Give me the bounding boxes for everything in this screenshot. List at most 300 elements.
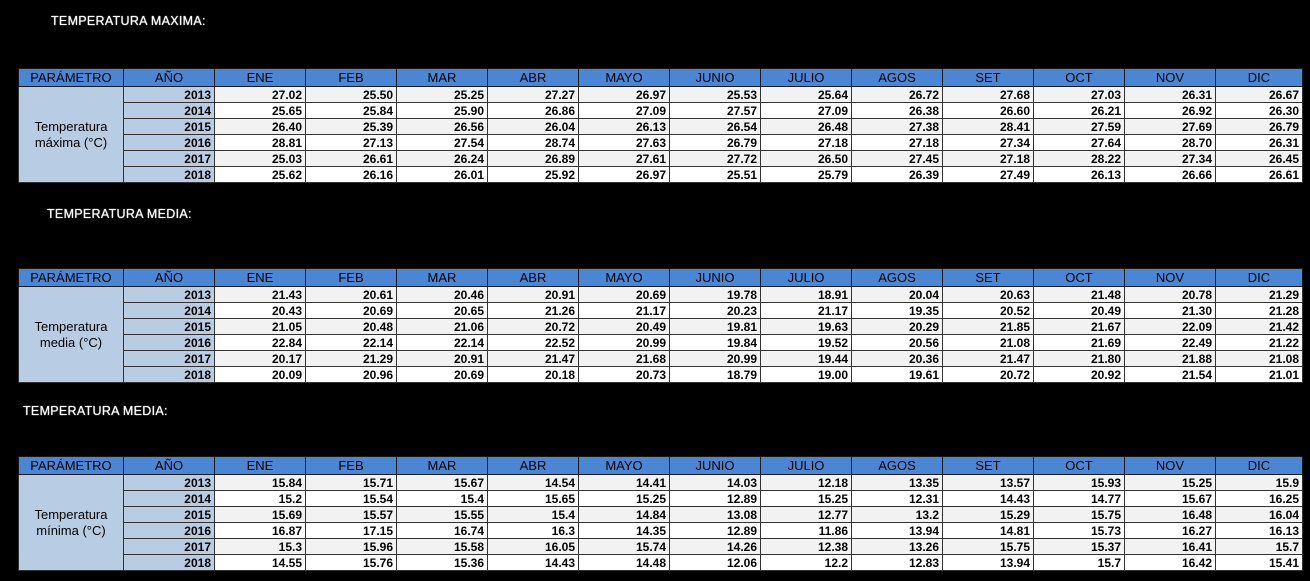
value-cell: 22.49 <box>1125 335 1216 351</box>
value-cell: 28.41 <box>943 119 1034 135</box>
value-cell: 15.74 <box>579 539 670 555</box>
value-cell: 27.38 <box>852 119 943 135</box>
value-cell: 15.93 <box>1034 475 1125 491</box>
value-cell: 16.25 <box>1216 491 1303 507</box>
value-cell: 21.47 <box>488 351 579 367</box>
column-header: NOV <box>1125 269 1216 287</box>
value-cell: 21.47 <box>943 351 1034 367</box>
header-row <box>19 69 1303 87</box>
value-cell: 27.03 <box>1034 87 1125 103</box>
column-header: JULIO <box>761 457 852 475</box>
value-cell: 22.52 <box>488 335 579 351</box>
value-cell: 20.69 <box>579 287 670 303</box>
value-cell: 27.34 <box>943 135 1034 151</box>
value-cell: 19.84 <box>670 335 761 351</box>
value-cell: 19.78 <box>670 287 761 303</box>
value-cell: 27.57 <box>670 103 761 119</box>
value-cell: 26.61 <box>1216 167 1303 183</box>
value-cell: 26.13 <box>1034 167 1125 183</box>
value-cell: 27.18 <box>943 151 1034 167</box>
value-cell: 26.79 <box>1216 119 1303 135</box>
year-cell: 2013 <box>124 287 215 303</box>
column-header: MAR <box>397 457 488 475</box>
value-cell: 21.17 <box>761 303 852 319</box>
value-cell: 27.18 <box>852 135 943 151</box>
value-cell: 27.13 <box>306 135 397 151</box>
column-header: DIC <box>1216 457 1303 475</box>
value-cell: 27.49 <box>943 167 1034 183</box>
value-cell: 20.52 <box>943 303 1034 319</box>
value-cell: 20.36 <box>852 351 943 367</box>
value-cell: 15.76 <box>306 555 397 571</box>
value-cell: 19.35 <box>852 303 943 319</box>
value-cell: 20.99 <box>579 335 670 351</box>
table-row <box>19 335 1303 351</box>
value-cell: 27.68 <box>943 87 1034 103</box>
value-cell: 15.75 <box>1034 507 1125 523</box>
value-cell: 25.79 <box>761 167 852 183</box>
value-cell: 16.41 <box>1125 539 1216 555</box>
year-cell: 2016 <box>124 523 215 539</box>
year-cell: 2018 <box>124 167 215 183</box>
column-header: DIC <box>1216 69 1303 87</box>
value-cell: 26.13 <box>579 119 670 135</box>
value-cell: 21.05 <box>215 319 306 335</box>
year-cell: 2014 <box>124 303 215 319</box>
column-header: AÑO <box>124 269 215 287</box>
table-row <box>19 507 1303 523</box>
table-row <box>19 367 1303 383</box>
value-cell: 15.67 <box>397 475 488 491</box>
value-cell: 21.85 <box>943 319 1034 335</box>
value-cell: 12.38 <box>761 539 852 555</box>
value-cell: 25.39 <box>306 119 397 135</box>
value-cell: 26.39 <box>852 167 943 183</box>
value-cell: 26.16 <box>306 167 397 183</box>
value-cell: 15.57 <box>306 507 397 523</box>
year-cell: 2015 <box>124 319 215 335</box>
value-cell: 13.57 <box>943 475 1034 491</box>
value-cell: 15.71 <box>306 475 397 491</box>
value-cell: 21.43 <box>215 287 306 303</box>
table-row <box>19 555 1303 571</box>
value-cell: 21.26 <box>488 303 579 319</box>
value-cell: 15.37 <box>1034 539 1125 555</box>
value-cell: 22.09 <box>1125 319 1216 335</box>
column-header: ABR <box>488 69 579 87</box>
column-header: MAYO <box>579 269 670 287</box>
column-header: MAYO <box>579 457 670 475</box>
value-cell: 21.06 <box>397 319 488 335</box>
value-cell: 14.77 <box>1034 491 1125 507</box>
value-cell: 21.29 <box>306 351 397 367</box>
value-cell: 16.13 <box>1216 523 1303 539</box>
table-row <box>19 351 1303 367</box>
value-cell: 19.52 <box>761 335 852 351</box>
value-cell: 27.09 <box>579 103 670 119</box>
value-cell: 28.70 <box>1125 135 1216 151</box>
value-cell: 27.34 <box>1125 151 1216 167</box>
value-cell: 27.59 <box>1034 119 1125 135</box>
value-cell: 21.08 <box>943 335 1034 351</box>
value-cell: 26.48 <box>761 119 852 135</box>
column-header: AGOS <box>852 69 943 87</box>
value-cell: 26.45 <box>1216 151 1303 167</box>
value-cell: 27.63 <box>579 135 670 151</box>
value-cell: 19.44 <box>761 351 852 367</box>
value-cell: 27.69 <box>1125 119 1216 135</box>
value-cell: 18.91 <box>761 287 852 303</box>
year-cell: 2013 <box>124 87 215 103</box>
year-cell: 2015 <box>124 119 215 135</box>
year-cell: 2016 <box>124 135 215 151</box>
value-cell: 20.69 <box>397 367 488 383</box>
value-cell: 13.2 <box>852 507 943 523</box>
value-cell: 15.25 <box>579 491 670 507</box>
value-cell: 20.04 <box>852 287 943 303</box>
value-cell: 27.54 <box>397 135 488 151</box>
value-cell: 15.73 <box>1034 523 1125 539</box>
value-cell: 20.46 <box>397 287 488 303</box>
value-cell: 11.86 <box>761 523 852 539</box>
value-cell: 12.2 <box>761 555 852 571</box>
column-header: MAR <box>397 69 488 87</box>
value-cell: 26.97 <box>579 167 670 183</box>
value-cell: 26.24 <box>397 151 488 167</box>
value-cell: 15.69 <box>215 507 306 523</box>
value-cell: 22.14 <box>306 335 397 351</box>
value-cell: 27.09 <box>761 103 852 119</box>
value-cell: 26.21 <box>1034 103 1125 119</box>
column-header: JUNIO <box>670 457 761 475</box>
value-cell: 22.14 <box>397 335 488 351</box>
year-cell: 2015 <box>124 507 215 523</box>
column-header: SET <box>943 69 1034 87</box>
value-cell: 16.87 <box>215 523 306 539</box>
value-cell: 21.69 <box>1034 335 1125 351</box>
value-cell: 20.99 <box>670 351 761 367</box>
value-cell: 21.28 <box>1216 303 1303 319</box>
value-cell: 16.04 <box>1216 507 1303 523</box>
column-header: NOV <box>1125 69 1216 87</box>
value-cell: 26.86 <box>488 103 579 119</box>
value-cell: 15.96 <box>306 539 397 555</box>
value-cell: 26.01 <box>397 167 488 183</box>
value-cell: 12.89 <box>670 523 761 539</box>
value-cell: 14.03 <box>670 475 761 491</box>
value-cell: 26.31 <box>1125 87 1216 103</box>
value-cell: 25.90 <box>397 103 488 119</box>
value-cell: 12.77 <box>761 507 852 523</box>
value-cell: 20.48 <box>306 319 397 335</box>
value-cell: 15.7 <box>1216 539 1303 555</box>
value-cell: 26.89 <box>488 151 579 167</box>
table-mean-temp <box>18 268 1303 383</box>
value-cell: 20.91 <box>397 351 488 367</box>
value-cell: 20.61 <box>306 287 397 303</box>
value-cell: 16.42 <box>1125 555 1216 571</box>
value-cell: 26.04 <box>488 119 579 135</box>
value-cell: 14.48 <box>579 555 670 571</box>
value-cell: 15.2 <box>215 491 306 507</box>
table-row <box>19 119 1303 135</box>
value-cell: 13.08 <box>670 507 761 523</box>
value-cell: 28.22 <box>1034 151 1125 167</box>
value-cell: 25.65 <box>215 103 306 119</box>
table-row <box>19 319 1303 335</box>
value-cell: 20.72 <box>488 319 579 335</box>
value-cell: 25.03 <box>215 151 306 167</box>
header-row <box>19 269 1303 287</box>
column-header: PARÁMETRO <box>19 269 124 287</box>
value-cell: 27.27 <box>488 87 579 103</box>
section-title-mean: TEMPERATURA MEDIA: <box>47 207 192 221</box>
value-cell: 25.50 <box>306 87 397 103</box>
year-cell: 2018 <box>124 367 215 383</box>
parameter-label: Temperatura máxima (°C) <box>19 87 124 183</box>
value-cell: 13.26 <box>852 539 943 555</box>
value-cell: 16.48 <box>1125 507 1216 523</box>
header-row <box>19 457 1303 475</box>
value-cell: 15.36 <box>397 555 488 571</box>
value-cell: 15.65 <box>488 491 579 507</box>
value-cell: 21.29 <box>1216 287 1303 303</box>
value-cell: 26.60 <box>943 103 1034 119</box>
table-row <box>19 523 1303 539</box>
value-cell: 21.22 <box>1216 335 1303 351</box>
section-title-max: TEMPERATURA MAXIMA: <box>51 14 206 28</box>
value-cell: 21.68 <box>579 351 670 367</box>
column-header: AÑO <box>124 69 215 87</box>
table-row <box>19 135 1303 151</box>
value-cell: 20.78 <box>1125 287 1216 303</box>
value-cell: 21.80 <box>1034 351 1125 367</box>
value-cell: 20.29 <box>852 319 943 335</box>
value-cell: 19.63 <box>761 319 852 335</box>
value-cell: 25.53 <box>670 87 761 103</box>
value-cell: 20.65 <box>397 303 488 319</box>
value-cell: 28.81 <box>215 135 306 151</box>
value-cell: 14.26 <box>670 539 761 555</box>
value-cell: 20.09 <box>215 367 306 383</box>
value-cell: 15.58 <box>397 539 488 555</box>
value-cell: 17.15 <box>306 523 397 539</box>
value-cell: 13.94 <box>943 555 1034 571</box>
value-cell: 26.54 <box>670 119 761 135</box>
column-header: OCT <box>1034 69 1125 87</box>
year-cell: 2016 <box>124 335 215 351</box>
value-cell: 20.96 <box>306 367 397 383</box>
column-header: SET <box>943 457 1034 475</box>
value-cell: 21.54 <box>1125 367 1216 383</box>
value-cell: 15.25 <box>761 491 852 507</box>
value-cell: 14.43 <box>488 555 579 571</box>
value-cell: 16.3 <box>488 523 579 539</box>
value-cell: 26.61 <box>306 151 397 167</box>
value-cell: 20.72 <box>943 367 1034 383</box>
value-cell: 26.92 <box>1125 103 1216 119</box>
value-cell: 20.92 <box>1034 367 1125 383</box>
value-cell: 25.92 <box>488 167 579 183</box>
table-max-temp <box>18 68 1303 183</box>
value-cell: 25.84 <box>306 103 397 119</box>
value-cell: 26.31 <box>1216 135 1303 151</box>
value-cell: 12.18 <box>761 475 852 491</box>
column-header: JULIO <box>761 269 852 287</box>
value-cell: 15.9 <box>1216 475 1303 491</box>
value-cell: 15.7 <box>1034 555 1125 571</box>
value-cell: 14.81 <box>943 523 1034 539</box>
year-cell: 2017 <box>124 151 215 167</box>
column-header: ENE <box>215 457 306 475</box>
value-cell: 27.18 <box>761 135 852 151</box>
value-cell: 25.62 <box>215 167 306 183</box>
year-cell: 2017 <box>124 539 215 555</box>
year-cell: 2014 <box>124 103 215 119</box>
value-cell: 26.50 <box>761 151 852 167</box>
column-header: FEB <box>306 269 397 287</box>
column-header: AGOS <box>852 269 943 287</box>
value-cell: 13.94 <box>852 523 943 539</box>
value-cell: 15.29 <box>943 507 1034 523</box>
value-cell: 20.63 <box>943 287 1034 303</box>
value-cell: 12.89 <box>670 491 761 507</box>
value-cell: 20.49 <box>579 319 670 335</box>
table-row <box>19 491 1303 507</box>
value-cell: 15.67 <box>1125 491 1216 507</box>
value-cell: 26.72 <box>852 87 943 103</box>
value-cell: 20.69 <box>306 303 397 319</box>
value-cell: 15.75 <box>943 539 1034 555</box>
value-cell: 21.01 <box>1216 367 1303 383</box>
column-header: NOV <box>1125 457 1216 475</box>
value-cell: 20.43 <box>215 303 306 319</box>
table-row <box>19 151 1303 167</box>
value-cell: 14.55 <box>215 555 306 571</box>
value-cell: 27.45 <box>852 151 943 167</box>
value-cell: 26.40 <box>215 119 306 135</box>
column-header: PARÁMETRO <box>19 69 124 87</box>
column-header: AÑO <box>124 457 215 475</box>
column-header: MAYO <box>579 69 670 87</box>
column-header: JUNIO <box>670 269 761 287</box>
value-cell: 21.42 <box>1216 319 1303 335</box>
value-cell: 27.72 <box>670 151 761 167</box>
table-row <box>19 539 1303 555</box>
table-row <box>19 287 1303 303</box>
value-cell: 26.56 <box>397 119 488 135</box>
value-cell: 15.55 <box>397 507 488 523</box>
value-cell: 14.54 <box>488 475 579 491</box>
table-row <box>19 167 1303 183</box>
value-cell: 15.41 <box>1216 555 1303 571</box>
value-cell: 15.4 <box>397 491 488 507</box>
value-cell: 27.64 <box>1034 135 1125 151</box>
value-cell: 21.88 <box>1125 351 1216 367</box>
column-header: AGOS <box>852 457 943 475</box>
column-header: JUNIO <box>670 69 761 87</box>
parameter-label: Temperatura media (°C) <box>19 287 124 383</box>
value-cell: 20.18 <box>488 367 579 383</box>
value-cell: 20.91 <box>488 287 579 303</box>
value-cell: 26.97 <box>579 87 670 103</box>
table-row <box>19 87 1303 103</box>
value-cell: 25.25 <box>397 87 488 103</box>
value-cell: 20.49 <box>1034 303 1125 319</box>
value-cell: 15.54 <box>306 491 397 507</box>
column-header: MAR <box>397 269 488 287</box>
value-cell: 20.56 <box>852 335 943 351</box>
value-cell: 15.3 <box>215 539 306 555</box>
value-cell: 14.84 <box>579 507 670 523</box>
column-header: OCT <box>1034 269 1125 287</box>
year-cell: 2018 <box>124 555 215 571</box>
value-cell: 26.30 <box>1216 103 1303 119</box>
value-cell: 21.48 <box>1034 287 1125 303</box>
value-cell: 28.74 <box>488 135 579 151</box>
column-header: ENE <box>215 69 306 87</box>
value-cell: 26.67 <box>1216 87 1303 103</box>
value-cell: 20.73 <box>579 367 670 383</box>
column-header: ABR <box>488 269 579 287</box>
column-header: DIC <box>1216 269 1303 287</box>
value-cell: 14.41 <box>579 475 670 491</box>
value-cell: 19.61 <box>852 367 943 383</box>
column-header: JULIO <box>761 69 852 87</box>
value-cell: 19.81 <box>670 319 761 335</box>
value-cell: 20.17 <box>215 351 306 367</box>
value-cell: 12.83 <box>852 555 943 571</box>
parameter-label: Temperatura mínima (°C) <box>19 475 124 571</box>
value-cell: 26.66 <box>1125 167 1216 183</box>
column-header: ABR <box>488 457 579 475</box>
column-header: FEB <box>306 457 397 475</box>
value-cell: 16.27 <box>1125 523 1216 539</box>
column-header: SET <box>943 269 1034 287</box>
value-cell: 15.4 <box>488 507 579 523</box>
column-header: OCT <box>1034 457 1125 475</box>
value-cell: 13.35 <box>852 475 943 491</box>
section-title-min: TEMPERATURA MEDIA: <box>23 404 168 418</box>
column-header: FEB <box>306 69 397 87</box>
value-cell: 20.23 <box>670 303 761 319</box>
value-cell: 12.31 <box>852 491 943 507</box>
value-cell: 14.35 <box>579 523 670 539</box>
value-cell: 14.43 <box>943 491 1034 507</box>
value-cell: 15.25 <box>1125 475 1216 491</box>
table-row <box>19 475 1303 491</box>
year-cell: 2014 <box>124 491 215 507</box>
value-cell: 19.00 <box>761 367 852 383</box>
value-cell: 27.61 <box>579 151 670 167</box>
year-cell: 2013 <box>124 475 215 491</box>
value-cell: 22.84 <box>215 335 306 351</box>
table-min-temp <box>18 456 1303 571</box>
year-cell: 2017 <box>124 351 215 367</box>
value-cell: 25.64 <box>761 87 852 103</box>
value-cell: 25.51 <box>670 167 761 183</box>
column-header: ENE <box>215 269 306 287</box>
value-cell: 27.02 <box>215 87 306 103</box>
table-row <box>19 303 1303 319</box>
value-cell: 18.79 <box>670 367 761 383</box>
value-cell: 21.30 <box>1125 303 1216 319</box>
value-cell: 15.84 <box>215 475 306 491</box>
value-cell: 16.05 <box>488 539 579 555</box>
value-cell: 26.38 <box>852 103 943 119</box>
table-row <box>19 103 1303 119</box>
column-header: PARÁMETRO <box>19 457 124 475</box>
